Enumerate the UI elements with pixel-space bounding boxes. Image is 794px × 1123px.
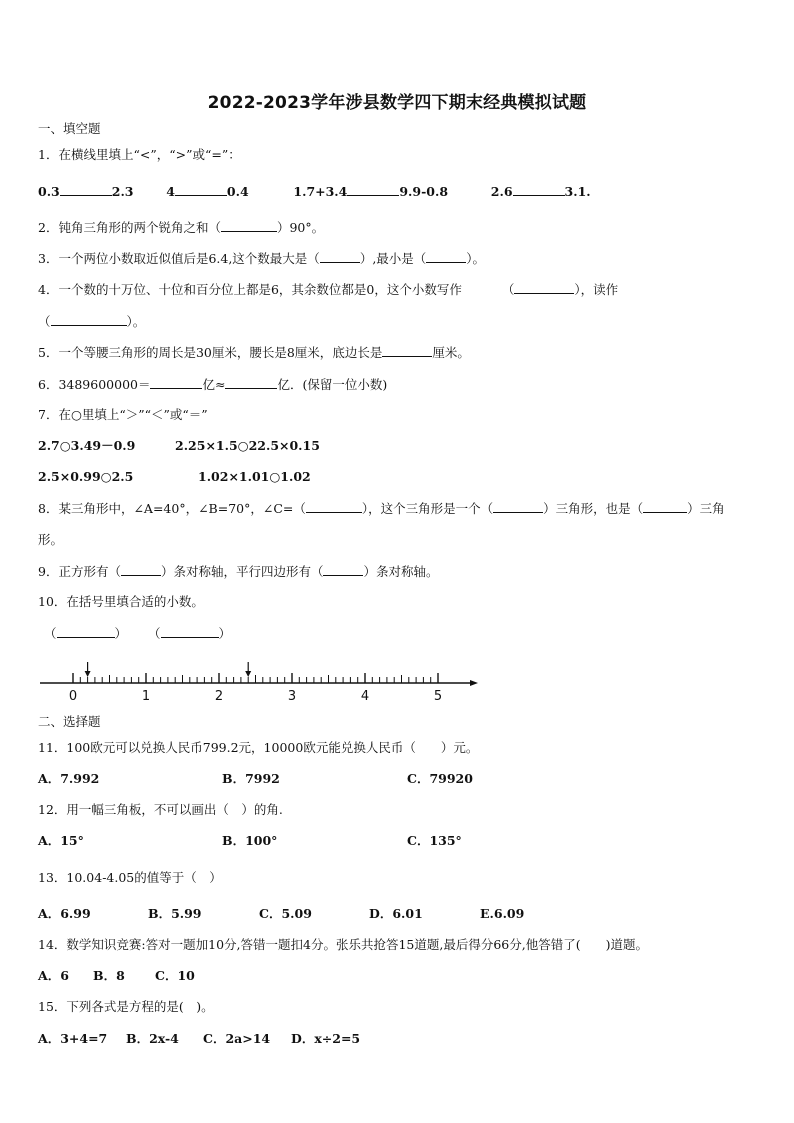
q7-row-2-b: 1.02×1.01○1.02 bbox=[198, 469, 311, 484]
q2-blank[interactable] bbox=[221, 219, 277, 232]
q10-blank-2[interactable] bbox=[161, 625, 219, 638]
number-line-tick-label: 2 bbox=[214, 689, 224, 704]
q8-text-d: ）三角 bbox=[687, 501, 725, 516]
q13-option-b[interactable]: B．5.99 bbox=[148, 906, 202, 921]
question-8 bbox=[38, 500, 725, 517]
q11-option-b[interactable]: B．7992 bbox=[222, 771, 280, 786]
q9-text-a: 9．正方形有（ bbox=[38, 564, 121, 579]
q8-blank-3[interactable] bbox=[643, 500, 687, 513]
q8-text-c: ）三角形，也是（ bbox=[543, 501, 644, 516]
number-line-tick-label: 5 bbox=[433, 689, 443, 704]
q1-item-e: 1.7+3.4 bbox=[293, 184, 348, 199]
q10-blank-1[interactable] bbox=[57, 625, 115, 638]
q6-text-b: 亿≈ bbox=[202, 377, 226, 392]
page-title: 2022-2023学年涉县数学四下期末经典模拟试题 bbox=[207, 93, 587, 113]
question-13: 13．10.04-4.05的值等于（ ） bbox=[38, 870, 222, 885]
q13-option-a[interactable]: A．6.99 bbox=[38, 906, 91, 921]
q3-blank-1[interactable] bbox=[320, 250, 360, 263]
q2-text-b: ）90°。 bbox=[276, 220, 325, 235]
q1-item-c: 4 bbox=[166, 184, 175, 199]
q14-option-a[interactable]: A．6 bbox=[38, 968, 69, 983]
q4-text-b: （ bbox=[501, 282, 515, 297]
q7-row-2-a: 2.5×0.99○2.5 bbox=[38, 469, 134, 484]
q10-open-2: （ bbox=[148, 626, 161, 641]
q5-blank[interactable] bbox=[382, 344, 432, 357]
q10-answer-2 bbox=[148, 625, 231, 642]
q7-row-1-a: 2.7○3.49－0.9 bbox=[38, 438, 136, 453]
q11-option-c[interactable]: C．79920 bbox=[407, 771, 473, 786]
q8-text-a: 8．某三角形中，∠A=40°，∠B=70°，∠C=（ bbox=[38, 501, 306, 516]
q8-text-b: ），这个三角形是一个（ bbox=[361, 501, 494, 516]
number-line-pointer-head bbox=[85, 671, 91, 677]
q15-option-b[interactable]: B．2x-4 bbox=[126, 1031, 179, 1046]
question-4 bbox=[38, 281, 618, 298]
q4-text-a: 4．一个数的十万位、十位和百分位上都是6，其余数位都是0，这个小数写作 bbox=[38, 282, 462, 297]
q9-text-c: ）条对称轴。 bbox=[363, 564, 439, 579]
q1-item-a: 0.3 bbox=[38, 184, 60, 199]
q1-blank-3[interactable] bbox=[347, 183, 399, 196]
section-fill-in-heading: 一、填空题 bbox=[38, 121, 101, 136]
q4-text-d: （ bbox=[38, 314, 51, 329]
question-15: 15．下列各式是方程的是( )。 bbox=[38, 999, 214, 1014]
q12-option-c[interactable]: C．135° bbox=[407, 833, 462, 848]
q14-option-c[interactable]: C．10 bbox=[155, 968, 195, 983]
q5-text-a: 5．一个等腰三角形的周长是30厘米，腰长是8厘米，底边长是 bbox=[38, 345, 383, 360]
q12-option-b[interactable]: B．100° bbox=[222, 833, 278, 848]
q6-blank-1[interactable] bbox=[150, 376, 202, 389]
q1-blank-2[interactable] bbox=[175, 183, 227, 196]
q13-option-c[interactable]: C．5.09 bbox=[259, 906, 312, 921]
question-9 bbox=[38, 563, 439, 580]
q10-open-1: （ bbox=[44, 626, 57, 641]
q10-close-1: ） bbox=[114, 626, 128, 641]
q2-text-a: 2．钝角三角形的两个锐角之和（ bbox=[38, 220, 221, 235]
q10-close-2: ） bbox=[218, 626, 232, 641]
question-8-line-2: 形。 bbox=[38, 532, 64, 547]
q4-text-e: ）。 bbox=[126, 314, 146, 329]
q1-item-f: 9.9-0.8 bbox=[399, 184, 449, 199]
q1-item-g: 2.6 bbox=[490, 184, 513, 199]
q1-blank-1[interactable] bbox=[60, 183, 112, 196]
q1-item-h: 3.1. bbox=[564, 184, 591, 199]
q8-blank-2[interactable] bbox=[493, 500, 543, 513]
question-10: 10．在括号里填合适的小数。 bbox=[38, 594, 204, 609]
q4-blank-1[interactable] bbox=[514, 281, 574, 294]
q13-option-d[interactable]: D．6.01 bbox=[369, 906, 423, 921]
question-6 bbox=[38, 376, 387, 393]
q3-text-b: ）,最小是（ bbox=[359, 251, 427, 266]
q9-blank-1[interactable] bbox=[121, 563, 161, 576]
q10-answer-1 bbox=[44, 625, 127, 642]
number-line-arrowhead bbox=[470, 680, 478, 686]
question-14: 14．数学知识竞赛:答对一题加10分,答错一题扣4分。张乐共抢答15道题,最后得分66分,他答错了( )道题。 bbox=[38, 937, 648, 952]
q3-text-c: ）。 bbox=[466, 251, 486, 266]
q14-option-b[interactable]: B．8 bbox=[93, 968, 125, 983]
q9-blank-2[interactable] bbox=[323, 563, 363, 576]
q5-text-b: 厘米。 bbox=[432, 345, 470, 360]
question-2 bbox=[38, 219, 324, 236]
q11-option-a[interactable]: A．7.992 bbox=[38, 771, 100, 786]
q9-text-b: ）条对称轴，平行四边形有（ bbox=[160, 564, 324, 579]
q15-option-d[interactable]: D．x÷2=5 bbox=[291, 1031, 361, 1046]
number-line bbox=[0, 656, 794, 706]
q7-row-1-b: 2.25×1.5○22.5×0.15 bbox=[175, 438, 320, 453]
q8-blank-1[interactable] bbox=[306, 500, 362, 513]
number-line-tick-label: 3 bbox=[287, 689, 297, 704]
q3-blank-2[interactable] bbox=[426, 250, 466, 263]
q6-blank-2[interactable] bbox=[225, 376, 277, 389]
question-1-items bbox=[38, 183, 591, 200]
q15-option-c[interactable]: C．2a>14 bbox=[203, 1031, 271, 1046]
q12-option-a[interactable]: A．15° bbox=[38, 833, 84, 848]
q6-text-c: 亿．(保留一位小数) bbox=[277, 377, 388, 392]
q3-text-a: 3．一个两位小数取近似值后是6.4,这个数最大是（ bbox=[38, 251, 320, 266]
q15-option-a[interactable]: A．3+4=7 bbox=[38, 1031, 108, 1046]
q4-text-c: ），读作 bbox=[574, 282, 619, 297]
question-12: 12．用一幅三角板，不可以画出（ ）的角. bbox=[38, 802, 283, 817]
question-11: 11．100欧元可以兑换人民币799.2元，10000欧元能兑换人民币（ ）元。 bbox=[38, 740, 479, 755]
number-line-tick-label: 0 bbox=[68, 689, 78, 704]
q1-blank-4[interactable] bbox=[513, 183, 565, 196]
question-7: 7．在○里填上“＞”“＜”或“＝” bbox=[38, 407, 208, 422]
q1-item-b: 2.3 bbox=[111, 184, 134, 199]
section-choice-heading: 二、选择题 bbox=[38, 714, 101, 729]
question-3 bbox=[38, 250, 485, 267]
q13-option-e[interactable]: E.6.09 bbox=[480, 906, 525, 921]
number-line-pointer-head bbox=[245, 671, 251, 677]
number-line-tick-label: 4 bbox=[360, 689, 370, 704]
question-5 bbox=[38, 344, 470, 361]
question-1: 1．在横线里填上“<”，“>”或“=”： bbox=[38, 147, 241, 162]
q4-blank-2[interactable] bbox=[51, 313, 127, 326]
q6-text-a: 6．3489600000＝ bbox=[38, 377, 151, 392]
q1-item-d: 0.4 bbox=[226, 184, 249, 199]
number-line-tick-label: 1 bbox=[141, 689, 151, 704]
question-4-line-2 bbox=[38, 313, 145, 330]
